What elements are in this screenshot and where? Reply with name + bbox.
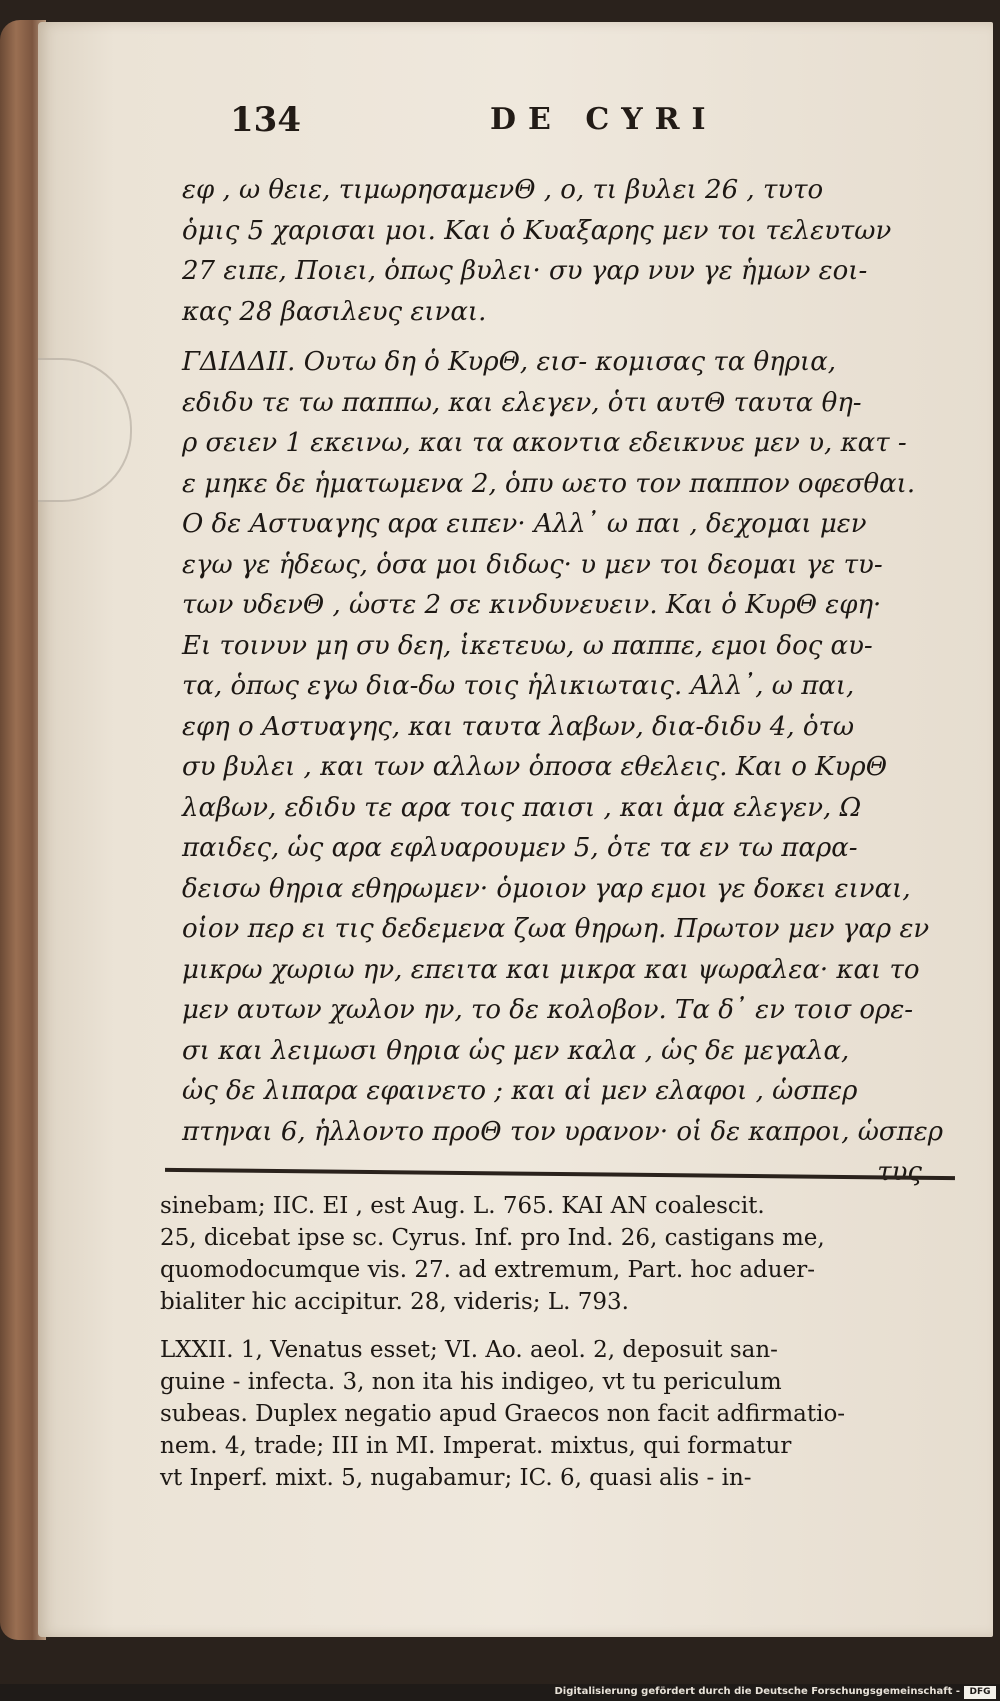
greek-line: εδιδυ τε τω παππω, και ελεγεν, ὁτι αυτΘ ταυτα θη- (182, 387, 862, 418)
greek-line: ὁμις 5 χαρισαι μοι. Και ὁ Κυαξαρης μεν τοι τελευτων (182, 215, 892, 246)
page-tab-marker (38, 358, 132, 502)
greek-line: συ βυλει , και των αλλων ὁποσα εθελεις. Και ο ΚυρΘ (182, 752, 888, 782)
digitization-credit: Digitalisierung gefördert durch die Deutsche Forschungsgemeinschaft - (554, 1686, 960, 1697)
greek-text-block (182, 170, 962, 1193)
greek-line: πτηναι 6, ἡλλοντο προΘ τον υρανον· οἱ δε καπροι, ὡσπερ (182, 1116, 944, 1147)
note-line: quomodocumque vis. 27. ad extremum, Part. hoc aduer- (160, 1257, 815, 1283)
greek-line: 27 ειπε, Ποιει, ὁπως βυλει· συ γαρ νυν γε ἡμων εοι- (182, 256, 868, 286)
dfg-logo: DFG (964, 1686, 996, 1699)
greek-line: μικρω χωριω ην, επειτα και μικρα και ψωραλεα· και το (182, 954, 920, 985)
greek-line: σι και λειμωσι θηρια ὡς μεν καλα , ὡς δε μεγαλα, (182, 1035, 850, 1066)
greek-line: εφ , ω θειε, τιμωρησαμενΘ , ο, τι βυλει 26 , τυτο (182, 175, 824, 205)
greek-line: τα, ὁπως εγω δια-δω τοις ἡλικιωταις. Αλλ᾽, ω παι, (182, 671, 855, 701)
page-number: 134 (230, 100, 301, 140)
greek-line: δεισω θηρια εθηρωμεν· ὁμοιον γαρ εμοι γε δοκει ειναι, (182, 873, 911, 904)
note-line: 25, dicebat ipse sc. Cyrus. Inf. pro Ind. 26, castigans me, (160, 1225, 825, 1251)
greek-line: παιδες, ὡς αρα εφλυαρουμεν 5, ὁτε τα εν τω παρα- (182, 833, 858, 863)
greek-line: λαβων, εδιδυ τε αρα τοις παισι , και ἁμα ελεγεν, Ω (182, 792, 862, 823)
greek-line: οἱον περ ει τις δεδεμενα ζωα θηρωη. Πρωτον μεν γαρ εν (182, 914, 930, 944)
greek-line: των υδενΘ , ὡστε 2 σε κινδυνευειν. Και ὁ ΚυρΘ εφη· (182, 590, 882, 620)
note-line: nem. 4, trade; III in MI. Imperat. mixtus, qui formatur (160, 1433, 792, 1459)
catchword: τυς (877, 1157, 922, 1187)
note-line: sinebam; IIC. EI , est Aug. L. 765. KAI AN coalescit. (160, 1193, 765, 1219)
greek-line: εγω γε ἡδεως, ὁσα μοι διδως· υ μεν τοι δεομαι γε τυ- (182, 549, 883, 580)
note-line: bialiter hic accipitur. 28, videris; L. 793. (160, 1289, 629, 1315)
note-line: subeas. Duplex negatio apud Graecos non facit adfirmatio- (160, 1401, 846, 1427)
greek-line: Ει τοινυν μη συ δεη, ἱκετευω, ω παππε, εμοι δος αυ- (182, 630, 873, 661)
note-line: LXXII. 1, Venatus esset; VI. Ao. aeol. 2, deposuit san- (160, 1337, 778, 1363)
greek-line: Ο δε Αστυαγης αρα ειπεν· Αλλ᾽ ω παι , δεχομαι μεν (182, 509, 867, 539)
note-line: vt Inperf. mixt. 5, nugabamur; IC. 6, quasi alis - in- (160, 1465, 752, 1491)
latin-notes-block (160, 1190, 950, 1494)
greek-line: μεν αυτων χωλον ην, το δε κολοβον. Τα δ᾽ εν τοισ ορε- (182, 995, 914, 1025)
running-title: DE CYRI (490, 102, 718, 137)
greek-line: ὡς δε λιπαρα εφαινετο ; και αἱ μεν ελαφοι , ὡσπερ (182, 1076, 858, 1106)
greek-line: ΓΔΙΔΔΙΙ. Ουτω δη ὁ ΚυρΘ, εισ- κομισας τα θηρια, (182, 347, 837, 377)
greek-line: εφη ο Αστυαγης, και ταυτα λαβων, δια-διδυ 4, ὁτω (182, 711, 855, 742)
greek-line: ε μηκε δε ἡματωμενα 2, ὁπυ ωετο τον παππον οφεσθαι. (182, 468, 916, 499)
page-header (0, 100, 1000, 150)
note-line: guine - infecta. 3, non ita his indigeo, vt tu periculum (160, 1369, 782, 1395)
greek-line: κας 28 βασιλευς ειναι. (182, 296, 487, 327)
greek-line: ρ σειεν 1 εκεινω, και τα ακοντια εδεικνυε μεν υ, κατ - (182, 428, 907, 458)
